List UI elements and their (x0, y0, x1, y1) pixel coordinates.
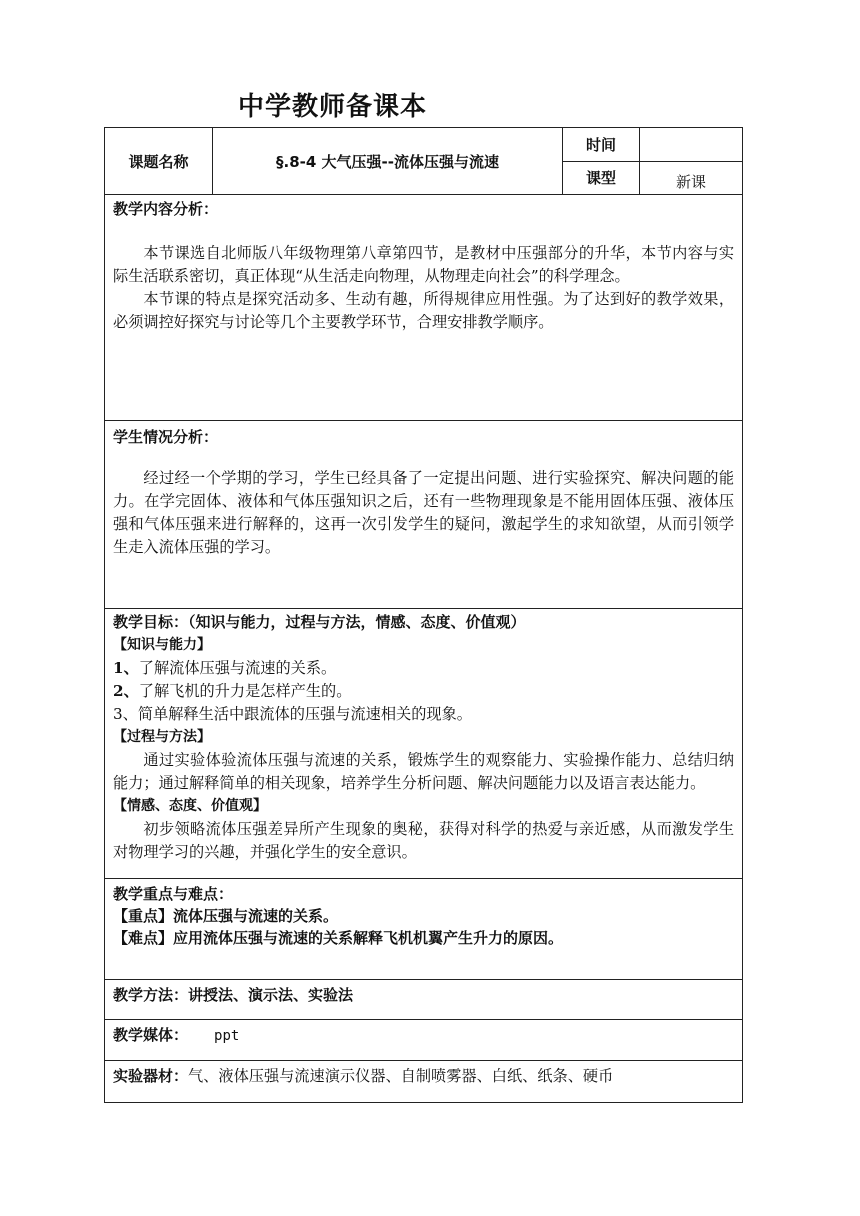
knowledge-item (113, 703, 734, 726)
equipment-section (105, 1060, 742, 1102)
teaching-goals-section (105, 608, 742, 878)
teaching-media-label: 教学媒体： (113, 1026, 189, 1044)
type-label: 课型 (563, 161, 639, 195)
focus-point: 【重点】流体压强与流速的关系。 (113, 907, 339, 925)
process-text: 通过实验体验流体压强与流速的关系，锻炼学生的观察能力、实验操作能力、总结归纳能力；通过解释简单的相关现象，培养学生分析问题、解决问题能力以及语言表达能力。 (113, 751, 734, 792)
key-points-section (105, 878, 742, 979)
teaching-media-line (113, 1024, 734, 1047)
teaching-media-value: ppt (214, 1028, 240, 1044)
teaching-goals-title: 教学目标：（知识与能力，过程与方法，情感、态度、价值观） (113, 613, 526, 631)
teaching-media-section (105, 1019, 742, 1060)
teaching-method-text: 教学方法：讲授法、演示法、实验法 (113, 986, 354, 1004)
knowledge-item (113, 657, 734, 680)
document-title: 中学教师备课本 (238, 92, 428, 122)
process-heading: 【过程与方法】 (113, 729, 211, 745)
topic-value: §.8-4 大气压强--流体压强与流速 (213, 128, 563, 194)
student-analysis-section (105, 420, 742, 608)
content-analysis-paragraph: 本节课选自北师版八年级物理第八章第四节，是教材中压强部分的升华，本节内容与实际生活联系密切，真正体现“从生活走向物理，从物理走向社会”的科学理念。 (113, 244, 734, 285)
knowledge-item-number: 2、 (113, 682, 139, 700)
emotion-heading: 【情感、态度、价值观】 (113, 798, 267, 814)
equipment-value: 气、液体压强与流速演示仪器、自制喷雾器、白纸、纸条、硬币 (188, 1067, 614, 1085)
time-value (640, 128, 742, 161)
content-analysis-section (105, 194, 742, 420)
lesson-plan-table (104, 127, 743, 1103)
equipment-line (113, 1065, 734, 1087)
topic-label: 课题名称 (105, 128, 213, 194)
content-analysis-paragraph: 本节课的特点是探究活动多、生动有趣，所得规律应用性强。为了达到好的教学效果，必须调控好探究与讨论等几个主要教学环节，合理安排教学顺序。 (113, 290, 734, 331)
teaching-method-section (105, 979, 742, 1019)
meta-value-column (640, 128, 742, 194)
knowledge-item-text: 简单解释生活中跟流体的压强与流速相关的现象。 (137, 705, 472, 723)
student-analysis-title: 学生情况分析： (113, 428, 219, 446)
knowledge-item-number: 3、 (113, 705, 138, 723)
key-points-title: 教学重点与难点： (113, 885, 234, 903)
meta-label-column (563, 128, 640, 194)
emotion-text: 初步领略流体压强差异所产生现象的奥秘，获得对科学的热爱与亲近感，从而激发学生对物理学习的兴趣，并强化学生的安全意识。 (113, 820, 734, 861)
type-value: 新课 (640, 161, 742, 195)
student-analysis-paragraph: 经过经一个学期的学习，学生已经具备了一定提出问题、进行实验探究、解决问题的能力。在学完固体、液体和气体压强知识之后，还有一些物理现象是不能用固体压强、液体压强和气体压强来进行解释的，这再一次引发学生的疑问，激起学生的求知欲望，从而引领学生走入流体压强的学习。 (113, 469, 734, 556)
header-row (105, 128, 742, 194)
knowledge-item-text: 了解飞机的升力是怎样产生的。 (138, 682, 352, 700)
knowledge-item-text: 了解流体压强与流速的关系。 (138, 659, 337, 677)
time-label: 时间 (585, 135, 616, 154)
knowledge-heading: 【知识与能力】 (113, 637, 211, 653)
knowledge-item-number: 1、 (113, 659, 139, 677)
equipment-label: 实验器材： (113, 1067, 189, 1085)
content-analysis-title: 教学内容分析： (113, 200, 219, 218)
knowledge-item (113, 680, 734, 703)
difficulty-point: 【难点】应用流体压强与流速的关系解释飞机机翼产生升力的原因。 (113, 929, 564, 947)
